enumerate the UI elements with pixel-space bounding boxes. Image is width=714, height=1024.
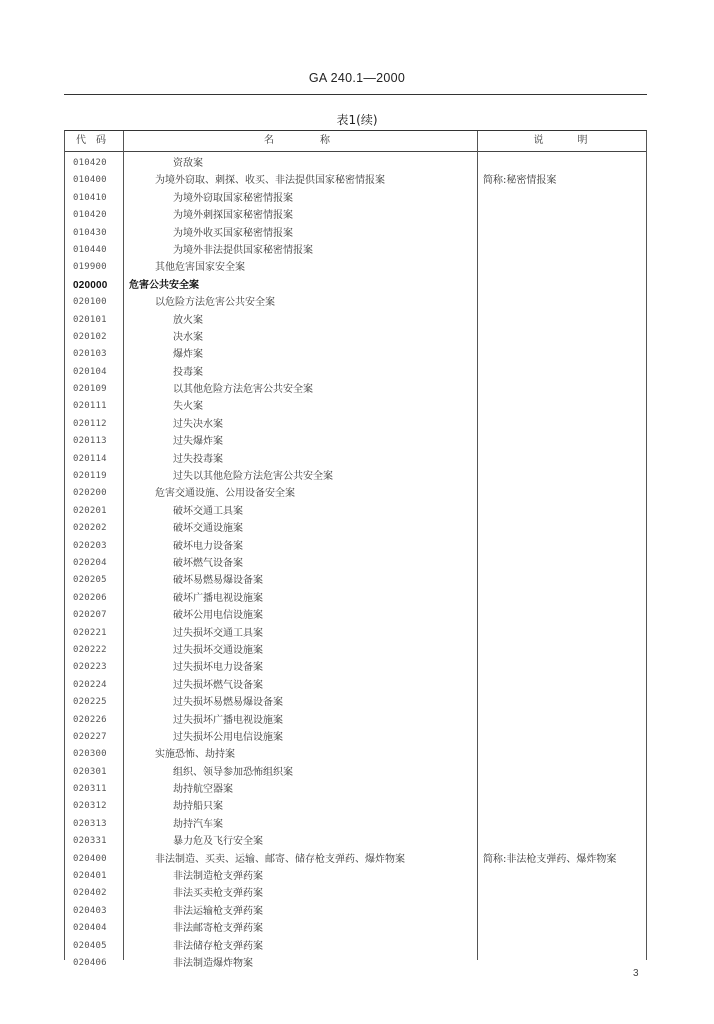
row-code: 020112 (73, 418, 107, 429)
row-code: 020204 (73, 557, 107, 568)
row-code: 010420 (73, 210, 107, 221)
table-row (65, 938, 646, 955)
row-name: 破坏公用电信设施案 (173, 610, 263, 622)
table-row (65, 607, 646, 624)
row-code: 020405 (73, 940, 107, 951)
row-code: 020404 (73, 923, 107, 934)
row-code: 020200 (73, 488, 107, 499)
row-name: 为境外非法提供国家秘密情报案 (173, 244, 313, 256)
row-name: 以其他危险方法危害公共安全案 (173, 384, 313, 396)
row-name: 其他危害国家安全案 (155, 262, 245, 274)
row-name: 破坏电力设备案 (173, 540, 243, 552)
row-name: 投毒案 (173, 366, 203, 378)
row-name: 劫持船只案 (173, 801, 223, 813)
row-name: 过失损坏公用电信设施案 (173, 731, 283, 743)
row-name: 资敌案 (173, 158, 203, 169)
row-name: 过失决水案 (173, 418, 223, 430)
row-name: 过失损坏电力设备案 (173, 662, 263, 674)
row-code: 020224 (73, 679, 107, 690)
row-code: 020119 (73, 471, 107, 482)
row-code: 020223 (73, 662, 107, 673)
row-name: 破坏广播电视设施案 (173, 592, 263, 604)
row-name: 失火案 (173, 401, 203, 413)
row-code: 020201 (73, 505, 107, 516)
row-name: 破坏易燃易爆设备案 (173, 575, 263, 587)
table-row (65, 746, 646, 763)
row-name: 为境外窃取、刺探、收买、非法提供国家秘密情报案 (155, 175, 385, 187)
table-row (65, 294, 646, 311)
row-name: 破坏交通设施案 (173, 523, 243, 535)
table-row (65, 433, 646, 450)
row-name: 过失损坏易燃易爆设备案 (173, 697, 283, 709)
table-row (65, 572, 646, 589)
row-code: 010440 (73, 244, 107, 255)
row-code: 020102 (73, 331, 107, 342)
row-code: 020101 (73, 314, 107, 325)
table-row (65, 172, 646, 189)
row-code: 020221 (73, 627, 107, 638)
row-code: 019900 (73, 262, 107, 273)
table-row (65, 242, 646, 259)
table-row (65, 694, 646, 711)
row-code: 010410 (73, 192, 107, 203)
column-header-name: 名称 (264, 135, 376, 146)
table-row (65, 920, 646, 937)
table-row (65, 364, 646, 381)
row-code: 010420 (73, 158, 107, 168)
column-header-note: 说明 (533, 135, 622, 146)
row-name: 过失损坏交通工具案 (173, 627, 263, 639)
row-code: 020202 (73, 523, 107, 534)
row-name: 放火案 (173, 314, 203, 326)
row-code: 020301 (73, 766, 107, 777)
row-code: 020300 (73, 749, 107, 760)
table-row (65, 642, 646, 659)
table-row (65, 764, 646, 781)
row-name: 为境外收买国家秘密情报案 (173, 227, 293, 239)
row-name: 非法制造爆炸物案 (173, 957, 253, 969)
row-name: 实施恐怖、劫持案 (155, 749, 235, 761)
table-row (65, 259, 646, 276)
table-row (65, 381, 646, 398)
table-row (65, 955, 646, 972)
row-code: 020400 (73, 853, 107, 864)
table-row (65, 416, 646, 433)
row-code: 020205 (73, 575, 107, 586)
row-name: 过失投毒案 (173, 453, 223, 465)
row-name: 劫持汽车案 (173, 818, 223, 830)
document-code: GA 240.1—2000 (308, 71, 406, 85)
row-name: 决水案 (173, 331, 203, 343)
table-row (65, 833, 646, 850)
table-row (65, 659, 646, 676)
row-code: 020331 (73, 836, 107, 847)
row-code: 020401 (73, 871, 107, 882)
header-rule (64, 94, 647, 95)
table-row (65, 538, 646, 555)
table-row (65, 207, 646, 224)
table-body (65, 155, 646, 972)
table-row (65, 520, 646, 537)
row-code: 020406 (73, 957, 107, 968)
table-row (65, 190, 646, 207)
row-code: 020226 (73, 714, 107, 725)
table-row (65, 625, 646, 642)
table-row (65, 903, 646, 920)
table-row (65, 851, 646, 868)
table-caption: 表1(续) (336, 113, 378, 127)
row-name: 非法储存枪支弹药案 (173, 940, 263, 952)
row-name: 为境外刺探国家秘密情报案 (173, 210, 293, 222)
table-row (65, 485, 646, 502)
row-name: 非法买卖枪支弹药案 (173, 888, 263, 900)
page-number: 3 (633, 968, 639, 979)
row-name: 暴力危及飞行安全案 (173, 836, 263, 848)
row-note: 简称:非法枪支弹药、爆炸物案 (483, 853, 617, 865)
row-code: 020403 (73, 905, 107, 916)
row-code: 020000 (73, 279, 108, 291)
table-row (65, 225, 646, 242)
table-row (65, 155, 646, 172)
table-row (65, 729, 646, 746)
row-name: 过失损坏燃气设备案 (173, 679, 263, 691)
row-code: 020313 (73, 818, 107, 829)
row-code: 020203 (73, 540, 107, 551)
column-header-code: 代码 (76, 135, 116, 146)
table-row (65, 816, 646, 833)
row-code: 020100 (73, 297, 107, 308)
table-row (65, 468, 646, 485)
table-row (65, 781, 646, 798)
row-name: 为境外窃取国家秘密情报案 (173, 192, 293, 204)
row-name: 爆炸案 (173, 349, 203, 361)
table-row (65, 868, 646, 885)
table-row (65, 451, 646, 468)
row-code: 020103 (73, 349, 107, 360)
row-name: 劫持航空器案 (173, 784, 233, 796)
row-code: 020206 (73, 592, 107, 603)
table-row (65, 798, 646, 815)
row-code: 020113 (73, 436, 107, 447)
table-row (65, 503, 646, 520)
row-name: 过失爆炸案 (173, 436, 223, 448)
row-code: 010400 (73, 175, 107, 186)
row-note: 简称:秘密情报案 (483, 175, 557, 187)
row-name: 破坏燃气设备案 (173, 557, 243, 569)
row-code: 020109 (73, 384, 107, 395)
row-name: 非法运输枪支弹药案 (173, 905, 263, 917)
row-name: 非法制造枪支弹药案 (173, 871, 263, 883)
table-row (65, 712, 646, 729)
row-name: 过失损坏广播电视设施案 (173, 714, 283, 726)
header-divider (65, 151, 646, 152)
row-code: 020114 (73, 453, 107, 464)
row-code: 020222 (73, 644, 107, 655)
row-code: 020111 (73, 401, 107, 412)
table-row (65, 885, 646, 902)
table-row (65, 398, 646, 415)
row-name: 危害公共安全案 (129, 279, 199, 291)
table-row (65, 555, 646, 572)
row-code: 020227 (73, 731, 107, 742)
row-code: 020104 (73, 366, 107, 377)
row-code: 010430 (73, 227, 107, 238)
row-name: 过失以其他危险方法危害公共安全案 (173, 471, 333, 483)
row-name: 过失损坏交通设施案 (173, 644, 263, 656)
row-code: 020402 (73, 888, 107, 899)
classification-table (64, 130, 647, 969)
row-code: 020225 (73, 697, 107, 708)
row-name: 非法制造、买卖、运输、邮寄、储存枪支弹药、爆炸物案 (155, 853, 405, 865)
table-row (65, 346, 646, 363)
row-name: 非法邮寄枪支弹药案 (173, 923, 263, 935)
row-code: 020207 (73, 610, 107, 621)
table-row (65, 312, 646, 329)
row-name: 以危险方法危害公共安全案 (155, 297, 275, 309)
row-name: 危害交通设施、公用设备安全案 (155, 488, 295, 500)
row-name: 组织、领导参加恐怖组织案 (173, 766, 293, 778)
table-row (65, 277, 646, 294)
row-code: 020312 (73, 801, 107, 812)
row-code: 020311 (73, 784, 107, 795)
table-row (65, 329, 646, 346)
row-name: 破坏交通工具案 (173, 505, 243, 517)
table-row (65, 677, 646, 694)
table-row (65, 590, 646, 607)
